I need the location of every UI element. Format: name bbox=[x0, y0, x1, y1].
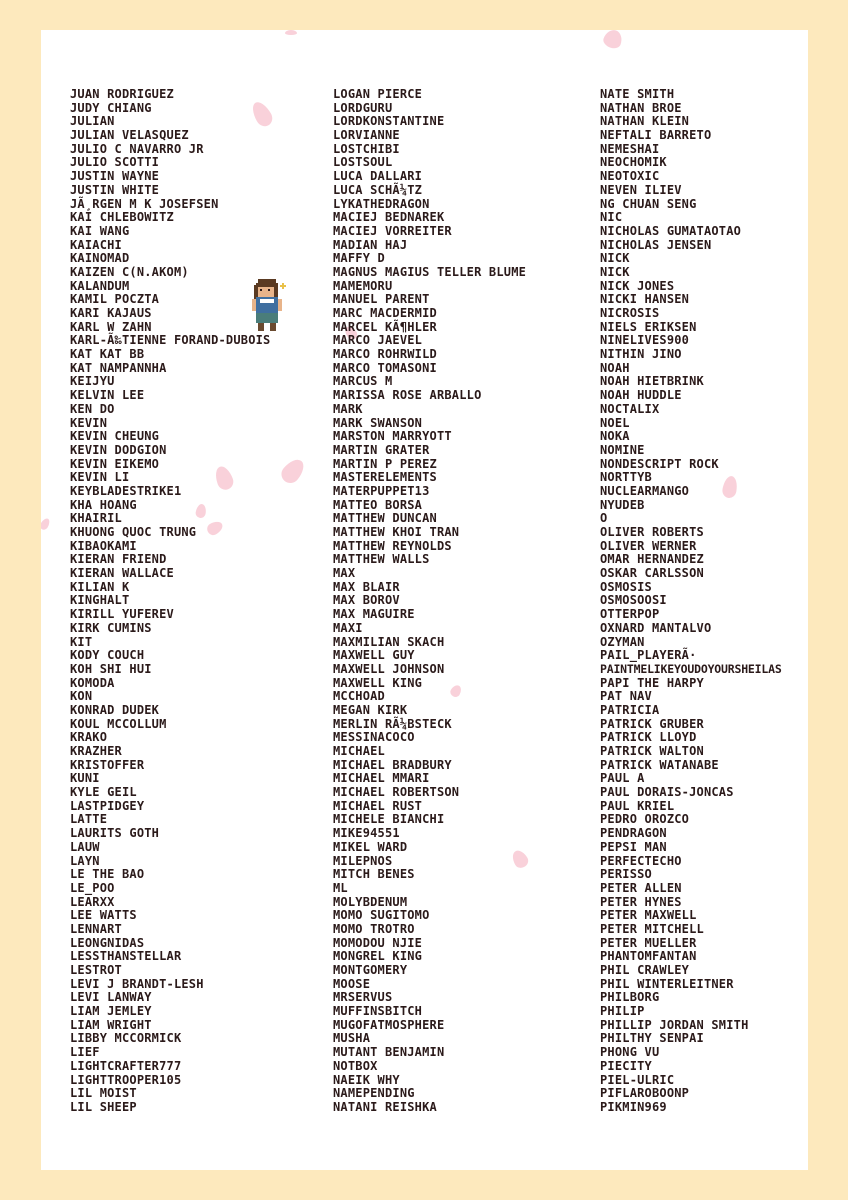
credit-name: PATRICK LLOYD bbox=[600, 730, 697, 745]
credit-name: LEONGNIDAS bbox=[70, 935, 145, 950]
credit-name: NYUDEB bbox=[600, 497, 645, 512]
credit-name: MRSERVUS bbox=[333, 990, 393, 1005]
credit-name: NOTBOX bbox=[333, 1058, 378, 1073]
credit-name: LEE WATTS bbox=[70, 908, 137, 923]
credit-name: NOAH HIETBRINK bbox=[600, 374, 704, 389]
credit-name: KHA HOANG bbox=[70, 497, 137, 512]
credit-name: LOSTSOUL bbox=[333, 155, 393, 170]
credit-name: KOH SHI HUI bbox=[70, 661, 152, 676]
credit-name: OLIVER WERNER bbox=[600, 538, 697, 553]
credit-name: LATTE bbox=[70, 812, 108, 827]
credit-name: PEDRO OROZCO bbox=[600, 812, 690, 827]
credit-name: KIRK CUMINS bbox=[70, 620, 152, 635]
credit-name: PHILLIP JORDAN SMITH bbox=[600, 1017, 749, 1032]
credit-name: NATHAN KLEIN bbox=[600, 114, 690, 129]
credit-name: MATTHEW KHOI TRAN bbox=[333, 525, 460, 539]
credit-name: KILIAN K bbox=[70, 579, 130, 594]
credit-name: LE_POO bbox=[70, 880, 115, 895]
credit-name: PHANTOMFANTAN bbox=[600, 949, 697, 964]
credit-name: MATTHEW DUNCAN bbox=[333, 511, 437, 526]
credit-name: NEMESHAI bbox=[600, 141, 660, 156]
credit-name: MATERPUPPET13 bbox=[333, 483, 430, 498]
credit-name: LASTPIDGEY bbox=[70, 798, 145, 813]
credit-name: PETER ALLEN bbox=[600, 880, 682, 895]
credit-name: KIERAN FRIEND bbox=[70, 552, 167, 567]
credit-name: MIKEL WARD bbox=[333, 839, 408, 854]
credit-name: MAXMILIAN SKACH bbox=[333, 634, 445, 649]
credit-name: LUCA DALLARI bbox=[333, 169, 423, 184]
credit-name: MARCEL KÃ¶HLER bbox=[333, 319, 437, 334]
credit-name: NICHOLAS GUMATAOTAO bbox=[600, 223, 742, 238]
credit-name: KEVIN LI bbox=[70, 470, 130, 485]
credit-name: NATANI REISHKA bbox=[333, 1099, 437, 1114]
credit-name: MACIEJ BEDNAREK bbox=[333, 210, 445, 225]
credit-name: MAX BLAIR bbox=[333, 579, 400, 594]
credit-name: MUSHA bbox=[333, 1031, 371, 1046]
credit-name: MCCHOAD bbox=[333, 689, 385, 704]
credit-name: PEPSI MAN bbox=[600, 839, 667, 854]
credit-name: KAI CHLEBOWITZ bbox=[70, 210, 174, 225]
credit-name: MARTIN P PEREZ bbox=[333, 456, 437, 471]
credits-column-1 bbox=[70, 88, 270, 1115]
credit-name: LE THE BAO bbox=[70, 867, 145, 882]
credit-name: NOKA bbox=[600, 429, 630, 444]
credit-name: PAPI THE HARPY bbox=[600, 675, 704, 690]
credit-name: LAURITS GOTH bbox=[70, 826, 160, 841]
credit-name: NEOTOXIC bbox=[600, 169, 660, 184]
credit-name: MAXWELL JOHNSON bbox=[333, 661, 445, 676]
credit-name: PIEL-ULRIC bbox=[600, 1072, 675, 1087]
credit-name: LEVI J BRANDT-LESH bbox=[70, 976, 204, 991]
credit-name: MAGNUS MAGIUS TELLER BLUME bbox=[333, 264, 527, 279]
credit-name: NATE SMITH bbox=[600, 87, 675, 101]
credit-name: LORDGURU bbox=[333, 100, 393, 115]
credit-name: NICK bbox=[600, 251, 630, 266]
credit-name: MONTGOMERY bbox=[333, 963, 408, 977]
credit-name: NUCLEARMANGO bbox=[600, 483, 690, 498]
credit-name: MARISSA ROSE ARBALLO bbox=[333, 388, 482, 403]
credit-name: NOAH bbox=[600, 360, 630, 375]
credit-name: KINGHALT bbox=[70, 593, 130, 608]
credit-name: NICROSIS bbox=[600, 306, 660, 320]
credit-name: KEVIN DODGION bbox=[70, 442, 167, 457]
credit-name: LENNART bbox=[70, 921, 122, 936]
credit-name: PETER MAXWELL bbox=[600, 908, 697, 923]
credit-name: KEYBLADESTRIKE1 bbox=[70, 483, 182, 498]
credit-name: KAINOMAD bbox=[70, 251, 130, 266]
credit-name: LEARXX bbox=[70, 894, 115, 909]
credit-name: ML bbox=[333, 880, 348, 895]
credit-name: PHILIP bbox=[600, 1004, 645, 1019]
credit-name: LIGHTCRAFTER777 bbox=[70, 1058, 182, 1073]
credit-name: KARL-Ã‰TIENNE FORAND-DUBOIS bbox=[70, 333, 271, 348]
credit-name: NOEL bbox=[600, 415, 630, 430]
credit-name: NONDESCRIPT ROCK bbox=[600, 456, 719, 471]
credit-name: PERFECTECHO bbox=[600, 853, 682, 868]
credit-name: LUCA SCHÃ¼TZ bbox=[333, 182, 423, 197]
credit-name: NIC bbox=[600, 210, 623, 225]
credit-name: OTTERPOP bbox=[600, 607, 660, 622]
credit-name: PENDRAGON bbox=[600, 826, 667, 841]
credit-name: MAMEMORU bbox=[333, 278, 393, 293]
credit-name: MAXWELL KING bbox=[333, 675, 423, 690]
credit-name: JÃ¸RGEN M K JOSEFSEN bbox=[70, 196, 219, 211]
credit-name: MARCO JAEVEL bbox=[333, 333, 423, 348]
credit-name: NORTTYB bbox=[600, 470, 652, 485]
credit-name: KIRILL YUFEREV bbox=[70, 607, 174, 622]
credit-name: KARI KAJAUS bbox=[70, 306, 152, 320]
credit-name: NOCTALIX bbox=[600, 401, 660, 416]
credit-name: KIBAOKAMI bbox=[70, 538, 137, 553]
credit-name: MILEPNOS bbox=[333, 853, 393, 868]
credit-name: KAT KAT BB bbox=[70, 347, 145, 362]
credit-name: MADIAN HAJ bbox=[333, 237, 408, 252]
credit-name: KAI WANG bbox=[70, 223, 130, 238]
credit-name: KIT bbox=[70, 634, 93, 649]
credit-name: NICHOLAS JENSEN bbox=[600, 237, 712, 252]
credit-name: OSMOSIS bbox=[600, 579, 652, 594]
credit-name: KARL W ZAHN bbox=[70, 319, 152, 334]
credit-name: OMAR HERNANDEZ bbox=[600, 552, 704, 567]
credit-name: LORVIANNE bbox=[333, 128, 400, 143]
credit-name: LIBBY MCCORMICK bbox=[70, 1031, 182, 1046]
credit-name: OZYMAN bbox=[600, 634, 645, 649]
credit-name: MICHAEL RUST bbox=[333, 798, 423, 813]
credit-name: MATTEO BORSA bbox=[333, 497, 423, 512]
credit-name: JULIO C NAVARRO JR bbox=[70, 141, 204, 156]
credit-name: MOLYBDENUM bbox=[333, 894, 408, 909]
credit-name: OSMOSOOSI bbox=[600, 593, 667, 608]
credit-name: MICHAEL ROBERTSON bbox=[333, 785, 460, 800]
credit-name: PAUL DORAIS-JONCAS bbox=[600, 785, 734, 800]
credit-name: MAX MAGUIRE bbox=[333, 607, 415, 622]
credit-name: MATTHEW REYNOLDS bbox=[333, 538, 452, 553]
credit-name: MARK bbox=[333, 401, 363, 416]
credit-name: KAIZEN C(N.AKOM) bbox=[70, 264, 189, 279]
credit-name: PETER HYNES bbox=[600, 894, 682, 909]
credit-name: MONGREL KING bbox=[333, 949, 423, 964]
credit-name: LEVI LANWAY bbox=[70, 990, 152, 1005]
credit-name: NAMEPENDING bbox=[333, 1086, 415, 1101]
credit-name: MAX bbox=[333, 566, 356, 581]
credit-name: PETER MITCHELL bbox=[600, 921, 704, 936]
credit-name: LAYN bbox=[70, 853, 100, 868]
credits-column-2 bbox=[333, 88, 526, 1115]
credit-name: JULIAN VELASQUEZ bbox=[70, 128, 189, 143]
credit-name: MOMO TROTRO bbox=[333, 921, 415, 936]
credit-name: MARCUS M bbox=[333, 374, 393, 389]
credit-name: MARCO ROHRWILD bbox=[333, 347, 437, 362]
credit-name: PIKMIN969 bbox=[600, 1099, 667, 1114]
credit-name: MAFFY D bbox=[333, 251, 385, 266]
credit-name: KRISTOFFER bbox=[70, 757, 145, 772]
credit-name: PAUL KRIEL bbox=[600, 798, 675, 813]
credit-name: KHAIRIL bbox=[70, 511, 122, 526]
credit-name: MICHAEL bbox=[333, 744, 385, 758]
credit-name: OXNARD MANTALVO bbox=[600, 620, 712, 635]
credit-name: PHILTHY SENPAI bbox=[600, 1031, 704, 1046]
credit-name: NEOCHOMIK bbox=[600, 155, 667, 170]
credit-name: KONRAD DUDEK bbox=[70, 702, 160, 717]
credit-name: NEFTALI BARRETO bbox=[600, 128, 712, 143]
credit-name: PHIL CRAWLEY bbox=[600, 963, 690, 977]
credit-name: MUTANT BENJAMIN bbox=[333, 1045, 445, 1060]
credit-name: MARSTON MARRYOTT bbox=[333, 429, 452, 444]
credit-name: MUFFINSBITCH bbox=[333, 1004, 423, 1019]
credit-name: MACIEJ VORREITER bbox=[333, 223, 452, 238]
credit-name: PHIL WINTERLEITNER bbox=[600, 976, 734, 991]
credit-name: NINELIVES900 bbox=[600, 333, 690, 348]
credit-name: KOUL MCCOLLUM bbox=[70, 716, 167, 731]
credit-name: MARC MACDERMID bbox=[333, 306, 437, 320]
credit-name: MOMO SUGITOMO bbox=[333, 908, 430, 923]
petal-icon bbox=[41, 517, 51, 531]
credit-name: MATTHEW WALLS bbox=[333, 552, 430, 567]
credit-name: KAT NAMPANNHA bbox=[70, 360, 167, 375]
credit-name: LESSTHANSTELLAR bbox=[70, 949, 182, 964]
credit-name: PATRICIA bbox=[600, 702, 660, 717]
credit-name: PAT NAV bbox=[600, 689, 652, 704]
credit-name: MAX BOROV bbox=[333, 593, 400, 608]
credit-name: KELVIN LEE bbox=[70, 388, 145, 403]
credit-name: PIFLAROBOONP bbox=[600, 1086, 690, 1101]
petal-icon bbox=[285, 30, 297, 35]
credit-name: MASTERELEMENTS bbox=[333, 470, 437, 485]
credit-name: MANUEL PARENT bbox=[333, 292, 430, 307]
credit-name: LYKATHEDRAGON bbox=[333, 196, 430, 211]
credit-name: KODY COUCH bbox=[70, 648, 145, 663]
credit-name: LIAM JEMLEY bbox=[70, 1004, 152, 1019]
credit-name: MESSINACOCO bbox=[333, 730, 415, 745]
credit-name: NICK JONES bbox=[600, 278, 675, 293]
credit-name: MOOSE bbox=[333, 976, 371, 991]
credit-name: PAIL_PLAYERÃ· bbox=[600, 648, 697, 663]
credit-name: OLIVER ROBERTS bbox=[600, 525, 704, 539]
petal-icon bbox=[278, 455, 309, 486]
credits-column-3 bbox=[600, 88, 782, 1115]
credit-name: LOSTCHIBI bbox=[333, 141, 400, 156]
credit-name: LORDKONSTANTINE bbox=[333, 114, 445, 129]
credits-page bbox=[41, 30, 808, 1170]
credit-name: MICHAEL BRADBURY bbox=[333, 757, 452, 772]
credit-name: JULIO SCOTTI bbox=[70, 155, 160, 170]
credit-name: PERISSO bbox=[600, 867, 652, 882]
credit-name: NOMINE bbox=[600, 442, 645, 457]
credit-name: JULIAN bbox=[70, 114, 115, 129]
credit-name: LIL MOIST bbox=[70, 1086, 137, 1101]
credit-name: PIECITY bbox=[600, 1058, 652, 1073]
credit-name: KON bbox=[70, 689, 93, 704]
credit-name: MIKE94551 bbox=[333, 826, 400, 841]
credit-name: LOGAN PIERCE bbox=[333, 87, 423, 101]
credit-name: MICHAEL MMARI bbox=[333, 771, 430, 786]
credit-name: KUNI bbox=[70, 771, 100, 786]
credit-name: JUDY CHIANG bbox=[70, 100, 152, 115]
credit-name: NOAH HUDDLE bbox=[600, 388, 682, 403]
credit-name: JUSTIN WHITE bbox=[70, 182, 160, 197]
credit-name: PAUL A bbox=[600, 771, 645, 786]
credit-name: NICK bbox=[600, 264, 630, 279]
credit-name: NIELS ERIKSEN bbox=[600, 319, 697, 334]
credit-name: LIEF bbox=[70, 1045, 100, 1060]
credit-name: NEVEN ILIEV bbox=[600, 182, 682, 197]
credit-name: KYLE GEIL bbox=[70, 785, 137, 800]
credit-name: MEGAN KIRK bbox=[333, 702, 408, 717]
credit-name: O bbox=[600, 511, 608, 526]
credit-name: KAIACHI bbox=[70, 237, 122, 252]
credit-name: KEIJYU bbox=[70, 374, 115, 389]
credit-name: PATRICK WALTON bbox=[600, 744, 704, 758]
credit-name: NITHIN JINO bbox=[600, 347, 682, 362]
credit-name: KOMODA bbox=[70, 675, 115, 690]
credit-name: KEN DO bbox=[70, 401, 115, 416]
credit-name: KEVIN bbox=[70, 415, 108, 430]
credit-name: MAXWELL GUY bbox=[333, 648, 415, 663]
credit-name: OSKAR CARLSSON bbox=[600, 566, 704, 581]
credit-name: KEVIN EIKEMO bbox=[70, 456, 160, 471]
credit-name: LAUW bbox=[70, 839, 100, 854]
credit-name: MOMODOU NJIE bbox=[333, 935, 423, 950]
credit-name: MARK SWANSON bbox=[333, 415, 423, 430]
credit-name: LIL SHEEP bbox=[70, 1099, 137, 1114]
credit-name: KHUONG QUOC TRUNG bbox=[70, 525, 197, 539]
credit-name: MERLIN RÃ¼BSTECK bbox=[333, 716, 452, 731]
credit-name: PETER MUELLER bbox=[600, 935, 697, 950]
credit-name: PATRICK WATANABE bbox=[600, 757, 719, 772]
credit-name: NATHAN BROE bbox=[600, 100, 682, 115]
credit-name: LIAM WRIGHT bbox=[70, 1017, 152, 1032]
credit-name: MUGOFATMOSPHERE bbox=[333, 1017, 445, 1032]
credit-name: LIGHTTROOPER105 bbox=[70, 1072, 182, 1087]
credit-name: PATRICK GRUBER bbox=[600, 716, 704, 731]
credit-name: KAMIL POCZTA bbox=[70, 292, 160, 307]
petal-icon bbox=[601, 30, 624, 51]
credit-name: MICHELE BIANCHI bbox=[333, 812, 445, 827]
credit-name: MAXI bbox=[333, 620, 363, 635]
credit-name: KEVIN CHEUNG bbox=[70, 429, 160, 444]
credit-name: MARCO TOMASONI bbox=[333, 360, 437, 375]
credit-name: NG CHUAN SENG bbox=[600, 196, 697, 211]
credit-name: PHILBORG bbox=[600, 990, 660, 1005]
credit-name: KALANDUM bbox=[70, 278, 130, 293]
credit-name: JUSTIN WAYNE bbox=[70, 169, 160, 184]
credit-name: JUAN RODRIGUEZ bbox=[70, 87, 174, 101]
credit-name: PAINTMELIKEYOUDOYOURSHEILAS bbox=[600, 661, 782, 676]
credit-name: PHONG VU bbox=[600, 1045, 660, 1060]
credit-name: MARTIN GRATER bbox=[333, 442, 430, 457]
credit-name: NAEIK WHY bbox=[333, 1072, 400, 1087]
credit-name: KIERAN WALLACE bbox=[70, 566, 174, 581]
credit-name: LESTROT bbox=[70, 963, 122, 977]
credit-name: MITCH BENES bbox=[333, 867, 415, 882]
credit-name: NICKI HANSEN bbox=[600, 292, 690, 307]
credit-name: KRAKO bbox=[70, 730, 108, 745]
credit-name: KRAZHER bbox=[70, 744, 122, 758]
